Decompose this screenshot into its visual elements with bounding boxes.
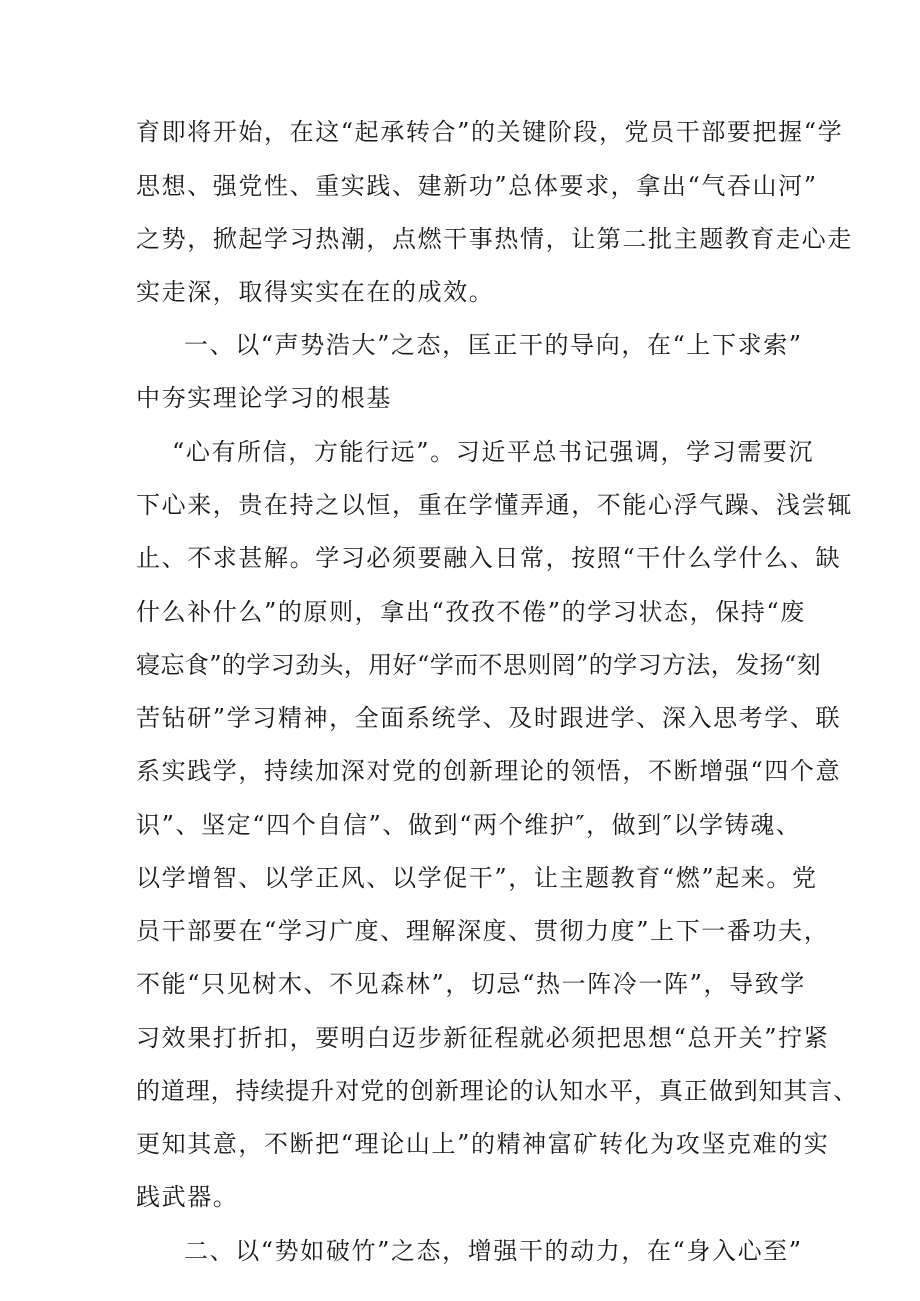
- body-text-line: 更知其意，不断把“理论山上”的精神富矿转化为攻坚克难的实: [136, 1130, 830, 1158]
- body-text-line: 践武器。: [136, 1183, 239, 1211]
- body-text-line: 员干部要在“学习广度、理解深度、贯彻力度”上下一番功夫，: [136, 917, 830, 945]
- body-text-line: 系实践学，持续加深对党的创新理论的领悟，不断增强“四个意: [136, 757, 842, 785]
- body-text-line: 习效果打折扣，要明白迈步新征程就必须把思想“总开关”拧紧: [136, 1024, 830, 1052]
- body-text-line: 下心来，贵在持之以恒，重在学懂弄通，不能心浮气躁、浅尝辄: [136, 491, 853, 519]
- body-text-line: “心有所信，方能行远”。习近平总书记强调，学习需要沉: [172, 438, 815, 466]
- body-text-line: 识”、坚定“四个自信”、做到“两个维护″，做到″以学铸魂、: [136, 811, 802, 839]
- body-text-line: 之势，掀起学习热潮，点燃干事热情，让第二批主题教育走心走: [136, 225, 853, 253]
- body-text-line: 以学增智、以学正风、以学促干”，让主题教育“燃”起来。党: [136, 864, 818, 892]
- body-text-line: 思想、强党性、重实践、建新功”总体要求，拿出“气吞山河”: [136, 172, 818, 200]
- body-text-line: 苦钻研”学习精神，全面系统学、及时跟进学、深入思考学、联: [136, 704, 842, 732]
- body-text-line: 止、不求甚解。学习必须要融入日常，按照“干什么学什么、缺: [136, 544, 842, 572]
- section-heading-line: 二、以“势如破竹”之态，增强干的动力，在“身入心至”: [184, 1237, 803, 1265]
- body-text-line: 什么补什么”的原则，拿出“孜孜不倦”的学习状态，保持“废: [136, 598, 806, 626]
- section-heading-line: 中夯实理论学习的根基: [136, 384, 392, 412]
- section-heading-line: 一、以“声势浩大”之态，匡正干的导向，在“上下求索”: [184, 331, 803, 359]
- body-text-line: 实走深，取得实实在在的成效。: [136, 278, 495, 306]
- body-text-line: 育即将开始，在这“起承转合”的关键阶段，党员干部要把握“学: [136, 118, 844, 146]
- body-text-line: 寝忘食”的学习劲头，用好“学而不思则罔”的学习方法，发扬“刻: [136, 651, 822, 679]
- body-text-line: 不能“只见树木、不见森林”，切忌“热一阵冷一阵”，导致学: [136, 970, 806, 998]
- body-text-line: 的道理，持续提升对党的创新理论的认知水平，真正做到知其言、: [136, 1077, 859, 1105]
